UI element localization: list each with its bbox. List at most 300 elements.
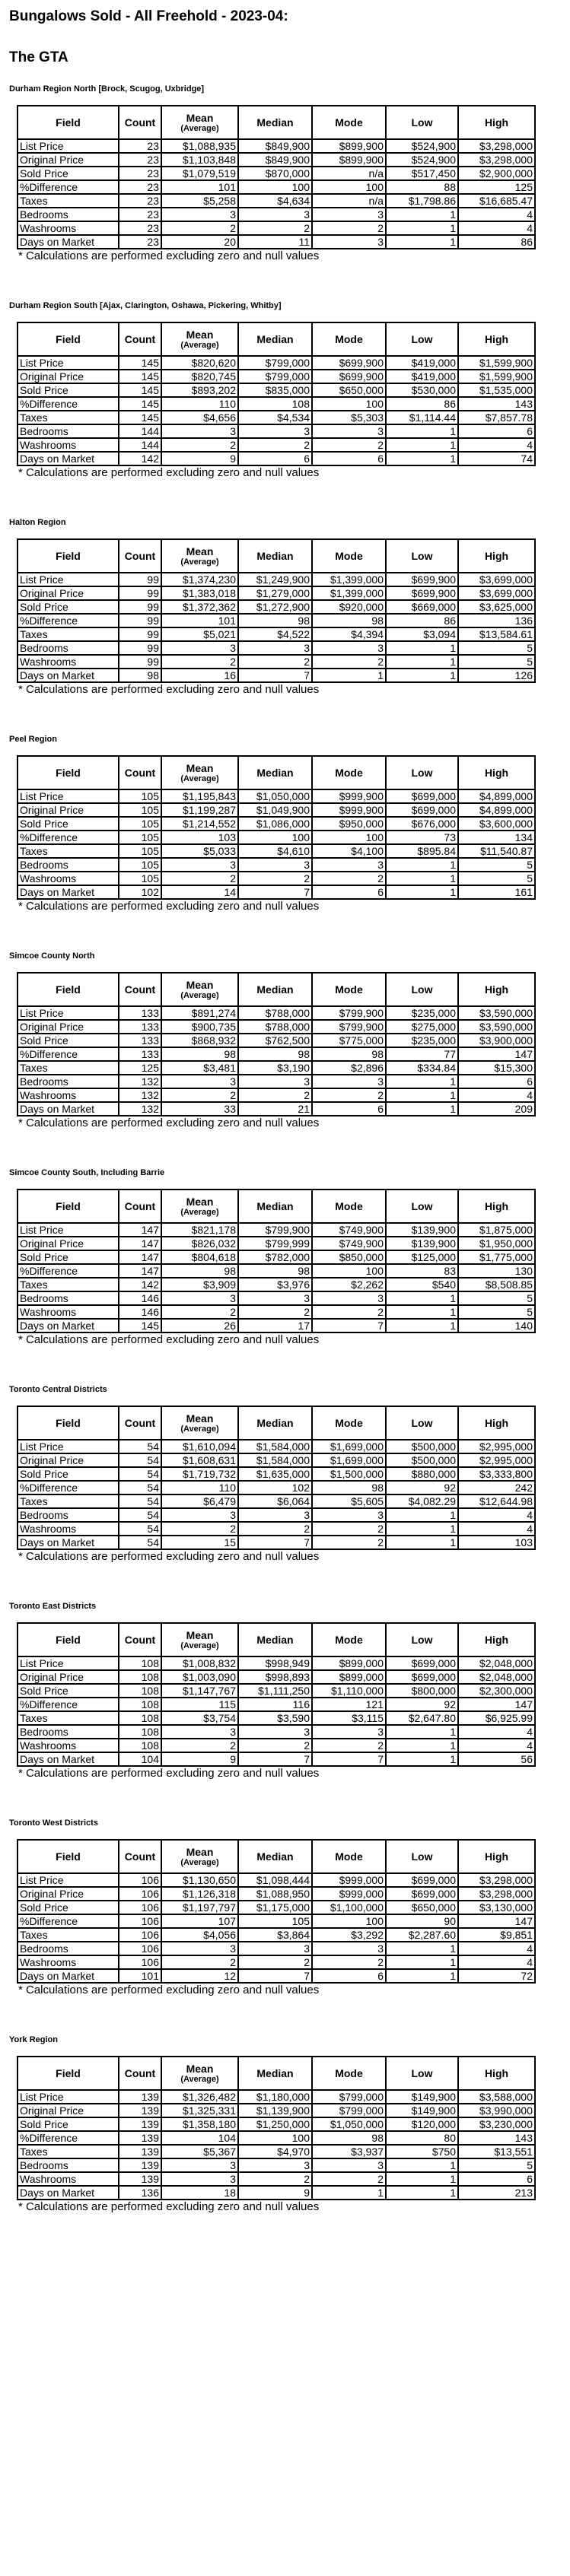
mode-cell: $899,000	[312, 1670, 386, 1684]
field-cell: Days on Market	[18, 1969, 119, 1983]
mode-cell: 100	[312, 1264, 386, 1278]
high-cell: $3,625,000	[458, 600, 535, 614]
mean-cell: $1,325,331	[161, 2104, 238, 2117]
table-row	[18, 438, 535, 452]
col-mode-header: Mode	[312, 1406, 386, 1440]
mode-cell: 2	[312, 1739, 386, 1752]
median-cell: $1,098,444	[238, 1873, 312, 1887]
count-cell: 139	[119, 2145, 161, 2158]
low-cell: 1	[386, 669, 458, 682]
low-cell: $1,114.44	[386, 411, 458, 424]
mean-cell: 2	[161, 1088, 238, 1102]
footnote: * Calculations are performed excluding zero and null values	[18, 249, 320, 262]
count-cell: 23	[119, 235, 161, 249]
low-cell: 1	[386, 1508, 458, 1522]
median-cell: $1,584,000	[238, 1440, 312, 1453]
low-cell: $540	[386, 1278, 458, 1291]
median-cell: $788,000	[238, 1006, 312, 1020]
mean-cell: 16	[161, 669, 238, 682]
col-low-header: Low	[386, 322, 458, 356]
count-cell: 23	[119, 153, 161, 167]
median-cell: 7	[238, 885, 312, 899]
mode-cell: $899,000	[312, 1656, 386, 1670]
median-cell: $1,175,000	[238, 1901, 312, 1914]
col-high-header: High	[458, 1406, 535, 1440]
field-cell: Sold Price	[18, 1034, 119, 1047]
field-cell: Bedrooms	[18, 1942, 119, 1955]
stats-table	[17, 1406, 536, 1550]
field-cell: %Difference	[18, 2131, 119, 2145]
region-section	[9, 1601, 561, 1780]
col-count-header: Count	[119, 106, 161, 139]
section-title: Toronto East Districts	[9, 1602, 97, 1611]
field-cell: Original Price	[18, 1670, 119, 1684]
high-cell: 4	[458, 1508, 535, 1522]
mean-cell: $1,008,832	[161, 1656, 238, 1670]
mean-label: Mean	[186, 1628, 214, 1641]
table-row	[18, 844, 535, 858]
mean-cell: $1,130,650	[161, 1873, 238, 1887]
mean-cell: 110	[161, 397, 238, 411]
mean-cell: $1,199,287	[161, 803, 238, 817]
field-cell: Washrooms	[18, 1088, 119, 1102]
table-row	[18, 1250, 535, 1264]
mode-cell: 2	[312, 1522, 386, 1536]
table-row	[18, 1088, 535, 1102]
mean-cell: 2	[161, 1739, 238, 1752]
table-row	[18, 1684, 535, 1698]
median-cell: $849,900	[238, 139, 312, 153]
table-row	[18, 885, 535, 899]
median-cell: $1,279,000	[238, 586, 312, 600]
stats-table	[17, 105, 536, 249]
mean-cell: $5,021	[161, 627, 238, 641]
table-row	[18, 221, 535, 235]
field-cell: List Price	[18, 1440, 119, 1453]
mode-cell: $899,900	[312, 139, 386, 153]
high-cell: 147	[458, 1914, 535, 1928]
median-cell: 105	[238, 1914, 312, 1928]
median-cell: 2	[238, 221, 312, 235]
table-row	[18, 1873, 535, 1887]
region-section	[9, 300, 561, 479]
col-mean-header	[161, 1623, 238, 1656]
mode-cell: $999,900	[312, 789, 386, 803]
field-cell: List Price	[18, 1223, 119, 1237]
low-cell: 1	[386, 1739, 458, 1752]
high-cell: 103	[458, 1536, 535, 1549]
col-field-header: Field	[18, 106, 119, 139]
count-cell: 133	[119, 1020, 161, 1034]
mean-cell: $900,735	[161, 1020, 238, 1034]
count-cell: 108	[119, 1739, 161, 1752]
count-cell: 54	[119, 1522, 161, 1536]
table-header-row	[18, 1623, 535, 1656]
col-low-header: Low	[386, 1406, 458, 1440]
mode-cell: 6	[312, 1102, 386, 1116]
field-cell: Sold Price	[18, 1250, 119, 1264]
section-title: Peel Region	[9, 735, 57, 744]
low-cell: $419,000	[386, 370, 458, 383]
col-count-header: Count	[119, 1623, 161, 1656]
mean-cell: 3	[161, 641, 238, 655]
field-cell: List Price	[18, 1656, 119, 1670]
count-cell: 145	[119, 411, 161, 424]
table-row	[18, 1536, 535, 1549]
high-cell: 6	[458, 2172, 535, 2186]
field-cell: Days on Market	[18, 1536, 119, 1549]
count-cell: 142	[119, 452, 161, 465]
count-cell: 144	[119, 424, 161, 438]
count-cell: 133	[119, 1006, 161, 1020]
mean-sub-label: (Average)	[180, 123, 219, 133]
field-cell: Original Price	[18, 1887, 119, 1901]
low-cell: $125,000	[386, 1250, 458, 1264]
median-cell: 3	[238, 1508, 312, 1522]
median-cell: $3,190	[238, 1061, 312, 1075]
high-cell: 4	[458, 1522, 535, 1536]
mean-cell: 26	[161, 1319, 238, 1332]
median-cell: 116	[238, 1698, 312, 1711]
count-cell: 147	[119, 1264, 161, 1278]
field-cell: Days on Market	[18, 235, 119, 249]
count-cell: 105	[119, 831, 161, 844]
mean-cell: 103	[161, 831, 238, 844]
region-section	[9, 734, 561, 913]
footnote: * Calculations are performed excluding zero and null values	[18, 2200, 320, 2213]
table-row	[18, 1928, 535, 1942]
count-cell: 139	[119, 2131, 161, 2145]
low-cell: $419,000	[386, 356, 458, 370]
col-field-header: Field	[18, 973, 119, 1006]
field-cell: Taxes	[18, 1711, 119, 1725]
high-cell: $2,048,000	[458, 1670, 535, 1684]
field-cell: List Price	[18, 139, 119, 153]
mean-cell: $1,610,094	[161, 1440, 238, 1453]
median-cell: 3	[238, 1725, 312, 1739]
mean-cell: 2	[161, 221, 238, 235]
count-cell: 139	[119, 2158, 161, 2172]
median-cell: 11	[238, 235, 312, 249]
median-cell: 100	[238, 831, 312, 844]
field-cell: Days on Market	[18, 885, 119, 899]
mean-cell: 3	[161, 1075, 238, 1088]
median-cell: $849,900	[238, 153, 312, 167]
footnote: * Calculations are performed excluding zero and null values	[18, 466, 320, 479]
mean-cell: 3	[161, 424, 238, 438]
mode-cell: 3	[312, 424, 386, 438]
median-cell: 7	[238, 1969, 312, 1983]
region-section	[9, 1384, 561, 1563]
low-cell: 1	[386, 235, 458, 249]
median-cell: 17	[238, 1319, 312, 1332]
median-cell: 2	[238, 438, 312, 452]
median-cell: 6	[238, 452, 312, 465]
table-header-row	[18, 973, 535, 1006]
count-cell: 144	[119, 438, 161, 452]
stats-table	[17, 1189, 536, 1333]
field-cell: Washrooms	[18, 872, 119, 885]
col-high-header: High	[458, 322, 535, 356]
low-cell: $149,900	[386, 2104, 458, 2117]
high-cell: $13,584.61	[458, 627, 535, 641]
low-cell: $149,900	[386, 2090, 458, 2104]
low-cell: $650,000	[386, 1901, 458, 1914]
count-cell: 133	[119, 1034, 161, 1047]
table-row	[18, 1914, 535, 1928]
median-cell: 2	[238, 2172, 312, 2186]
table-row	[18, 1047, 535, 1061]
high-cell: 209	[458, 1102, 535, 1116]
low-cell: $880,000	[386, 1467, 458, 1481]
mean-cell: 33	[161, 1102, 238, 1116]
mean-sub-label: (Average)	[180, 1857, 219, 1867]
col-low-header: Low	[386, 756, 458, 789]
high-cell: 5	[458, 641, 535, 655]
field-cell: List Price	[18, 789, 119, 803]
col-count-header: Count	[119, 756, 161, 789]
table-row	[18, 1739, 535, 1752]
field-cell: Sold Price	[18, 1901, 119, 1914]
count-cell: 106	[119, 1942, 161, 1955]
field-cell: Sold Price	[18, 817, 119, 831]
low-cell: 77	[386, 1047, 458, 1061]
low-cell: $275,000	[386, 1020, 458, 1034]
median-cell: 100	[238, 180, 312, 194]
col-mean-header	[161, 756, 238, 789]
sections-container	[9, 84, 561, 2213]
field-cell: Bedrooms	[18, 858, 119, 872]
region-section	[9, 2034, 561, 2213]
median-cell: 98	[238, 614, 312, 627]
low-cell: $750	[386, 2145, 458, 2158]
mean-label: Mean	[186, 111, 214, 124]
table-row	[18, 2145, 535, 2158]
count-cell: 99	[119, 586, 161, 600]
field-cell: Washrooms	[18, 655, 119, 669]
table-row	[18, 2104, 535, 2117]
stats-table	[17, 1839, 536, 1984]
mode-cell: 3	[312, 1725, 386, 1739]
mode-cell: 100	[312, 397, 386, 411]
low-cell: $235,000	[386, 1006, 458, 1020]
mean-cell: 98	[161, 1047, 238, 1061]
field-cell: Taxes	[18, 1278, 119, 1291]
table-row	[18, 600, 535, 614]
high-cell: 4	[458, 221, 535, 235]
mean-cell: 2	[161, 872, 238, 885]
count-cell: 145	[119, 383, 161, 397]
table-row	[18, 194, 535, 208]
mean-sub-label: (Average)	[180, 773, 219, 783]
count-cell: 54	[119, 1467, 161, 1481]
field-cell: %Difference	[18, 614, 119, 627]
mode-cell: 100	[312, 180, 386, 194]
low-cell: 1	[386, 1075, 458, 1088]
field-cell: Washrooms	[18, 221, 119, 235]
table-row	[18, 1223, 535, 1237]
table-row	[18, 1278, 535, 1291]
col-field-header: Field	[18, 1406, 119, 1440]
table-header-row	[18, 1840, 535, 1873]
field-cell: Bedrooms	[18, 641, 119, 655]
count-cell: 54	[119, 1481, 161, 1494]
col-mean-header	[161, 106, 238, 139]
median-cell: 3	[238, 1075, 312, 1088]
mode-cell: 3	[312, 641, 386, 655]
mean-cell: $868,932	[161, 1034, 238, 1047]
table-row	[18, 1901, 535, 1914]
table-row	[18, 1034, 535, 1047]
field-cell: Taxes	[18, 411, 119, 424]
field-cell: Sold Price	[18, 600, 119, 614]
mode-cell: 3	[312, 1942, 386, 1955]
mode-cell: $999,000	[312, 1887, 386, 1901]
mean-cell: $3,481	[161, 1061, 238, 1075]
mean-sub-label: (Average)	[180, 2074, 219, 2084]
median-cell: $4,522	[238, 627, 312, 641]
low-cell: 1	[386, 438, 458, 452]
count-cell: 108	[119, 1684, 161, 1698]
col-median-header: Median	[238, 322, 312, 356]
mode-cell: $899,900	[312, 153, 386, 167]
median-cell: $788,000	[238, 1020, 312, 1034]
median-cell: 2	[238, 1955, 312, 1969]
mean-cell: $1,126,318	[161, 1887, 238, 1901]
mode-cell: $775,000	[312, 1034, 386, 1047]
col-low-header: Low	[386, 1840, 458, 1873]
mean-cell: 3	[161, 1291, 238, 1305]
mean-label: Mean	[186, 1845, 214, 1858]
footnote: * Calculations are performed excluding zero and null values	[18, 900, 320, 913]
mode-cell: $1,399,000	[312, 586, 386, 600]
median-cell: $1,272,900	[238, 600, 312, 614]
stats-table	[17, 1622, 536, 1767]
high-cell: $9,851	[458, 1928, 535, 1942]
median-cell: $799,000	[238, 370, 312, 383]
median-cell: $1,088,950	[238, 1887, 312, 1901]
median-cell: 3	[238, 2158, 312, 2172]
high-cell: 143	[458, 397, 535, 411]
mode-cell: $799,900	[312, 1006, 386, 1020]
low-cell: 83	[386, 1264, 458, 1278]
mode-cell: 7	[312, 1319, 386, 1332]
median-cell: 102	[238, 1481, 312, 1494]
median-cell: $835,000	[238, 383, 312, 397]
count-cell: 54	[119, 1536, 161, 1549]
low-cell: 90	[386, 1914, 458, 1928]
field-cell: Original Price	[18, 1453, 119, 1467]
high-cell: $8,508.85	[458, 1278, 535, 1291]
median-cell: $1,584,000	[238, 1453, 312, 1467]
field-cell: Sold Price	[18, 2117, 119, 2131]
low-cell: 86	[386, 397, 458, 411]
low-cell: $4,082.29	[386, 1494, 458, 1508]
table-row	[18, 669, 535, 682]
col-median-header: Median	[238, 1840, 312, 1873]
count-cell: 105	[119, 817, 161, 831]
mode-cell: $999,900	[312, 803, 386, 817]
low-cell: 1	[386, 885, 458, 899]
col-count-header: Count	[119, 1840, 161, 1873]
table-row	[18, 817, 535, 831]
col-count-header: Count	[119, 2057, 161, 2090]
high-cell: 4	[458, 1725, 535, 1739]
mode-cell: $1,699,000	[312, 1440, 386, 1453]
col-high-header: High	[458, 2057, 535, 2090]
mean-cell: $5,367	[161, 2145, 238, 2158]
mean-cell: $1,326,482	[161, 2090, 238, 2104]
mean-cell: 107	[161, 1914, 238, 1928]
mode-cell: $1,110,000	[312, 1684, 386, 1698]
low-cell: 1	[386, 2186, 458, 2200]
median-cell: $3,864	[238, 1928, 312, 1942]
low-cell: $699,900	[386, 586, 458, 600]
field-cell: Original Price	[18, 1020, 119, 1034]
col-count-header: Count	[119, 1190, 161, 1223]
low-cell: $699,000	[386, 1887, 458, 1901]
mode-cell: $2,896	[312, 1061, 386, 1075]
low-cell: 1	[386, 872, 458, 885]
high-cell: $3,298,000	[458, 1887, 535, 1901]
table-row	[18, 1237, 535, 1250]
high-cell: 86	[458, 235, 535, 249]
count-cell: 145	[119, 397, 161, 411]
region-title: The GTA	[9, 49, 68, 65]
mean-sub-label: (Average)	[180, 1641, 219, 1650]
count-cell: 145	[119, 1319, 161, 1332]
high-cell: $3,298,000	[458, 1873, 535, 1887]
count-cell: 105	[119, 844, 161, 858]
mode-cell: 2	[312, 655, 386, 669]
field-cell: Sold Price	[18, 383, 119, 397]
high-cell: 5	[458, 858, 535, 872]
field-cell: Bedrooms	[18, 424, 119, 438]
low-cell: 1	[386, 1752, 458, 1766]
table-row	[18, 1494, 535, 1508]
mode-cell: $799,000	[312, 2090, 386, 2104]
col-mode-header: Mode	[312, 973, 386, 1006]
field-cell: Days on Market	[18, 1102, 119, 1116]
mode-cell: 2	[312, 1088, 386, 1102]
mean-cell: $893,202	[161, 383, 238, 397]
col-field-header: Field	[18, 1840, 119, 1873]
median-cell: 2	[238, 1305, 312, 1319]
mean-cell: 101	[161, 614, 238, 627]
field-cell: Taxes	[18, 194, 119, 208]
count-cell: 23	[119, 139, 161, 153]
mean-cell: 2	[161, 1955, 238, 1969]
mean-cell: $1,197,797	[161, 1901, 238, 1914]
median-cell: 3	[238, 424, 312, 438]
mode-cell: $950,000	[312, 817, 386, 831]
field-cell: Taxes	[18, 844, 119, 858]
field-cell: Taxes	[18, 2145, 119, 2158]
high-cell: $3,590,000	[458, 1006, 535, 1020]
col-mean-header	[161, 1190, 238, 1223]
col-mode-header: Mode	[312, 1190, 386, 1223]
count-cell: 139	[119, 2172, 161, 2186]
mode-cell: $650,000	[312, 383, 386, 397]
median-cell: $1,050,000	[238, 789, 312, 803]
mean-sub-label: (Average)	[180, 557, 219, 567]
high-cell: 5	[458, 655, 535, 669]
count-cell: 105	[119, 872, 161, 885]
median-cell: 21	[238, 1102, 312, 1116]
field-cell: Taxes	[18, 1928, 119, 1942]
table-row	[18, 1467, 535, 1481]
count-cell: 133	[119, 1047, 161, 1061]
